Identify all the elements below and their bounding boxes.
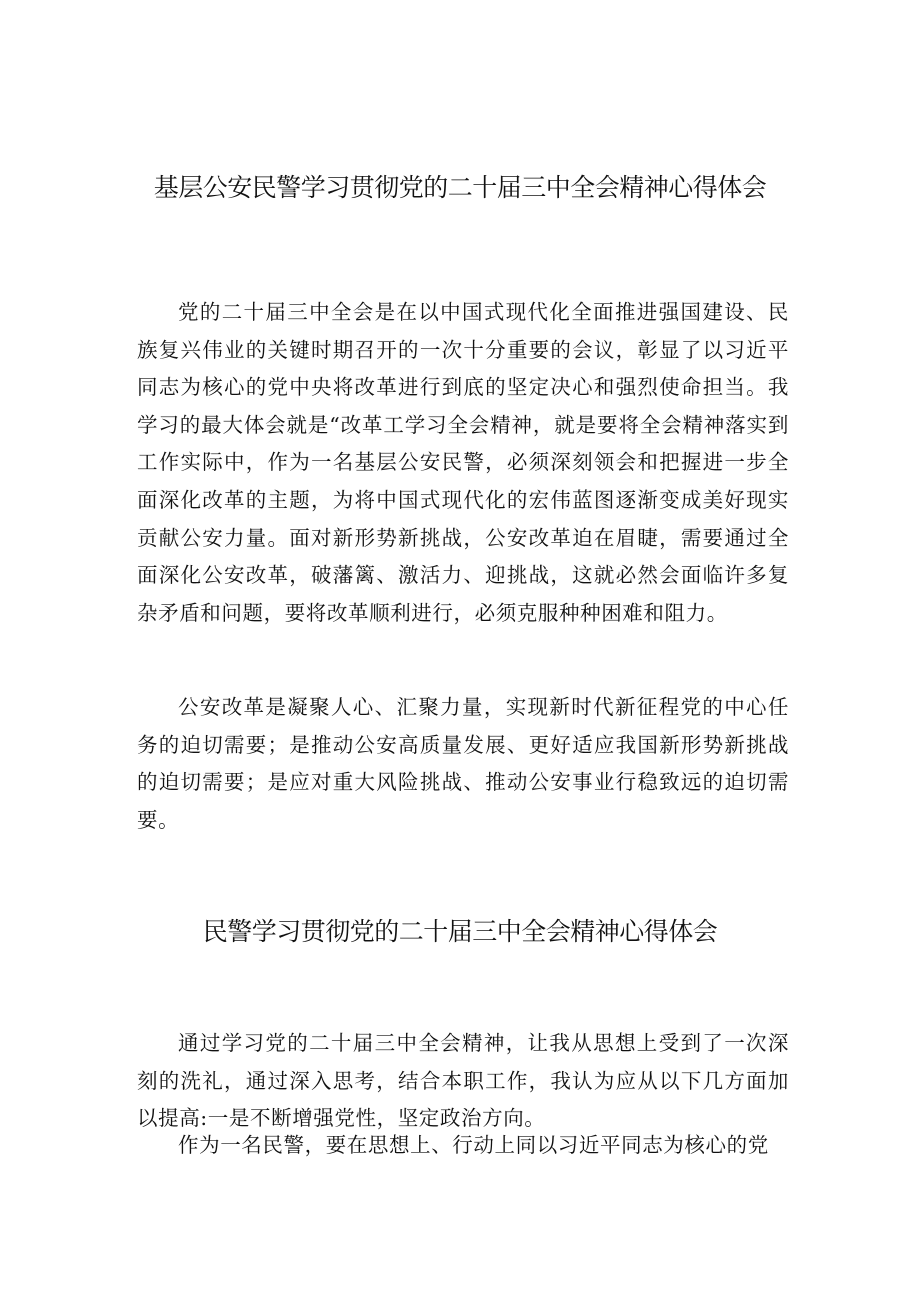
article-2-paragraph-2: 作为一名民警，要在思想上、行动上同以习近平同志为核心的党 bbox=[178, 1133, 769, 1157]
article-2-title: 民警学习贯彻党的二十届三中全会精神心得体会 bbox=[202, 917, 718, 946]
article-1-title: 基层公安民警学习贯彻党的二十届三中全会精神心得体会 bbox=[153, 173, 767, 202]
article-2-paragraph-1: 通过学习党的二十届三中全会精神，让我从思想上受到了一次深刻的洗礼，通过深入思考，结合本职工作，我认为应从以下几方面加以提高:一是不断增强党性，坚定政治方向。 bbox=[137, 1031, 789, 1131]
article-1-paragraph-2: 公安改革是凝聚人心、汇聚力量，实现新时代新征程党的中心任务的迫切需要；是推动公安高质量发展、更好适应我国新形势新挑战的迫切需要；是应对重大风险挑战、推动公安事业行稳致远的迫切需要。 bbox=[137, 695, 789, 832]
article-1-paragraph-1: 党的二十届三中全会是在以中国式现代化全面推进强国建设、民族复兴伟业的关键时期召开的一次十分重要的会议，彰显了以习近平同志为核心的党中央将改革进行到底的坚定决心和强烈使命担当。我学习的最大体会就是“改革工学习全会精神，就是要将全会精神落实到工作实际中，作为一名基层公安民警，必须深刻领会和把握进一步全面深化改革的主题，为将中国式现代化的宏伟蓝图逐渐变成美好现实贡献公安力量。面对新形势新挑战，公安改革迫在眉睫，需要通过全面深化公安改革，破藩篱、激活力、迎挑战，这就必然会面临许多复杂矛盾和问题，要将改革顺利进行，必须克服种种困难和阻力。 bbox=[137, 300, 789, 625]
